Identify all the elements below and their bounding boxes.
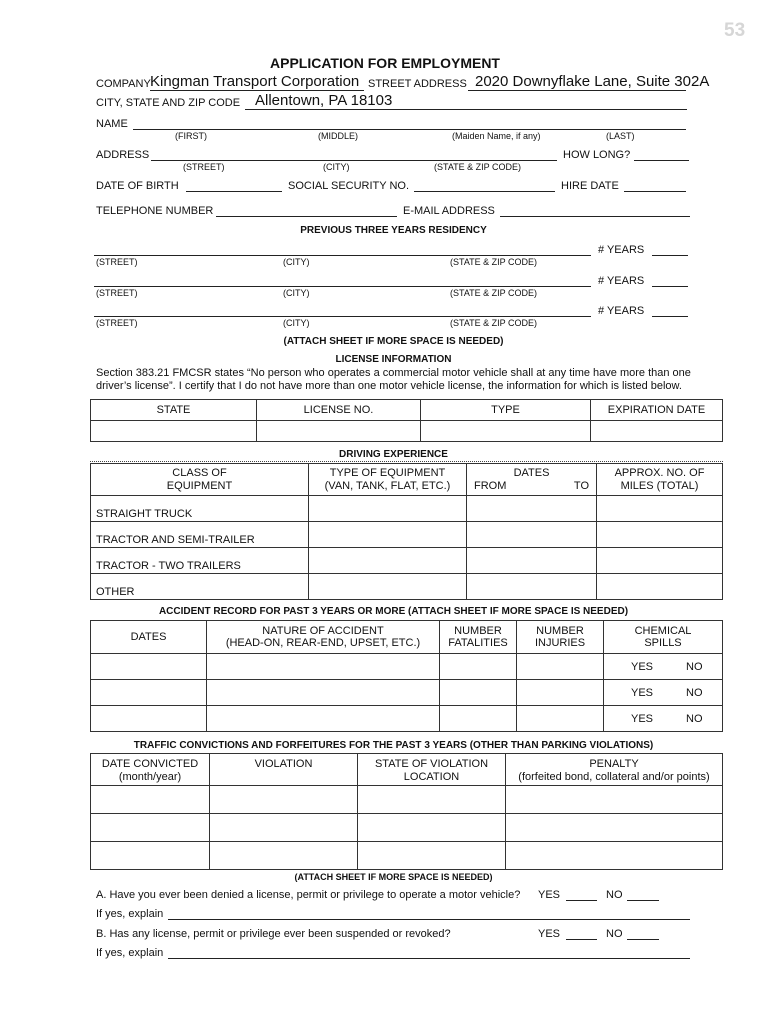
accident-nature-cell[interactable] [207,680,440,706]
driving-col-class-line2: EQUIPMENT [166,479,233,492]
company-label: COMPANY [96,78,151,90]
question-a-yes-line[interactable] [566,900,597,901]
driving-type-cell[interactable] [309,548,467,574]
accident-col-dates: DATES [91,621,207,654]
driving-col-class-line1: CLASS OF [172,466,227,479]
traffic-col-state-line2: LOCATION [403,771,460,783]
accident-col-fatalities-line2: FATALITIES [448,637,508,649]
residency-years-label-2: # YEARS [598,275,645,287]
question-b: B. Has any license, permit or privilege ever been suspended or revoked? [96,928,451,940]
residency-line-2[interactable] [94,286,591,287]
question-b-no-line[interactable] [627,939,659,940]
dob-line[interactable] [186,191,282,192]
traffic-violation-cell[interactable] [210,814,358,842]
driving-col-class [91,464,309,496]
traffic-col-penalty-line2: (forfeited bond, collateral and/or points) [518,771,710,783]
question-b-explain-label: If yes, explain [96,947,164,959]
spills-no-option[interactable]: NO [686,660,703,673]
hire-date-label: HIRE DATE [561,180,619,192]
name-middle-caption: (MIDDLE) [318,131,358,141]
accident-col-nature-line2: (HEAD-ON, REAR-END, UPSET, ETC.) [225,637,421,649]
residency-years-line-2[interactable] [652,286,688,287]
address-state-caption: (STATE & ZIP CODE) [434,162,522,172]
driving-dates-cell[interactable] [467,574,597,600]
accident-col-nature [207,621,440,654]
license-col-state: STATE [91,400,257,421]
question-b-no-label: NO [606,928,623,940]
accident-col-injuries-line1: NUMBER [536,625,584,637]
traffic-date-cell[interactable] [91,842,210,870]
residency-city-caption-3: (CITY) [283,318,310,328]
driving-row-label: OTHER [91,574,309,600]
license-number-cell[interactable] [257,421,421,442]
traffic-state-cell[interactable] [358,786,506,814]
traffic-col-date [91,754,210,786]
question-a: A. Have you ever been denied a license, permit or privilege to operate a motor vehicle? [96,889,521,901]
spills-yes-option[interactable]: YES [631,660,654,673]
traffic-state-cell[interactable] [358,814,506,842]
accident-col-spills-line2: SPILLS [644,637,682,649]
license-col-expiration: EXPIRATION DATE [591,400,723,421]
name-last-caption: (LAST) [606,131,635,141]
license-text-1: Section 383.21 FMCSR states “No person who operates a commercial motor vehicle shall at any time have more than one [96,367,691,379]
traffic-col-state-line1: STATE OF VIOLATION [374,758,489,770]
accident-date-cell[interactable] [91,654,207,680]
traffic-col-penalty [506,754,723,786]
license-col-type: TYPE [421,400,591,421]
hire-date-line[interactable] [624,191,686,192]
accident-spills-cell[interactable] [604,680,723,706]
driving-col-miles-line1: APPROX. NO. OF [614,466,705,479]
address-line[interactable] [151,160,557,161]
driving-type-cell[interactable] [309,496,467,522]
license-heading: LICENSE INFORMATION [335,354,452,365]
driving-heading: DRIVING EXPERIENCE [339,449,448,460]
residency-line-3[interactable] [94,316,591,317]
question-a-explain-label: If yes, explain [96,908,164,920]
driving-col-dates-to: TO [573,479,589,492]
driving-col-type-line1: TYPE OF EQUIPMENT [329,466,446,479]
driving-type-cell[interactable] [309,522,467,548]
accident-col-fatalities [440,621,517,654]
license-state-cell[interactable] [91,421,257,442]
driving-miles-cell[interactable] [597,522,723,548]
email-line[interactable] [500,216,690,217]
accident-heading: ACCIDENT RECORD FOR PAST 3 YEARS OR MORE (ATTACH SHEET IF MORE SPACE IS NEEDED) [158,606,629,617]
traffic-col-date-line1: DATE CONVICTED [101,758,199,770]
accident-date-cell[interactable] [91,706,207,732]
city-state-zip-label: CITY, STATE AND ZIP CODE [96,97,241,109]
driving-row-label: TRACTOR - TWO TRAILERS [91,548,309,574]
traffic-col-penalty-line1: PENALTY [589,758,639,770]
ssn-label: SOCIAL SECURITY NO. [288,180,410,192]
accident-injuries-cell[interactable] [517,680,604,706]
street-address-line [468,90,686,91]
form-title: APPLICATION FOR EMPLOYMENT [270,55,500,71]
traffic-violation-cell[interactable] [210,842,358,870]
residency-state-caption-2: (STATE & ZIP CODE) [450,288,538,298]
accident-fatalities-cell[interactable] [440,680,517,706]
traffic-col-date-line2: (month/year) [118,771,182,783]
address-street-caption: (STREET) [183,162,225,172]
accident-injuries-cell[interactable] [517,706,604,732]
license-text-2: driver’s license”. I certify that I do not have more than one motor vehicle license, the information for which is listed below. [96,380,682,392]
accident-col-nature-line1: NATURE OF ACCIDENT [262,625,384,637]
how-long-label: HOW LONG? [563,149,631,161]
driving-miles-cell[interactable] [597,548,723,574]
accident-fatalities-cell[interactable] [440,706,517,732]
accident-table [90,620,723,732]
residency-city-caption-1: (CITY) [283,257,310,267]
city-state-zip-value[interactable]: Allentown, PA 18103 [255,92,393,109]
driving-col-type-line2: (VAN, TANK, FLAT, ETC.) [324,479,451,492]
residency-line-1[interactable] [94,255,591,256]
name-maiden-caption: (Maiden Name, if any) [452,131,541,141]
driving-col-dates [467,464,597,496]
residency-city-caption-2: (CITY) [283,288,310,298]
residency-state-caption-3: (STATE & ZIP CODE) [450,318,538,328]
accident-col-spills-line1: CHEMICAL [634,625,692,637]
dob-label: DATE OF BIRTH [96,180,179,192]
residency-heading: PREVIOUS THREE YEARS RESIDENCY [300,225,487,236]
residency-years-label-1: # YEARS [598,244,645,256]
driving-table [90,463,723,600]
license-table [90,399,723,442]
page-number: 53 [724,20,746,41]
driving-col-dates-from: FROM [474,479,507,492]
accident-col-fatalities-line1: NUMBER [454,625,502,637]
residency-attach-note: (ATTACH SHEET IF MORE SPACE IS NEEDED) [283,336,504,347]
question-a-yes-label: YES [538,889,561,901]
traffic-violation-cell[interactable] [210,786,358,814]
traffic-col-violation: VIOLATION [210,754,358,786]
traffic-date-cell[interactable] [91,786,210,814]
traffic-penalty-cell[interactable] [506,842,723,870]
ssn-line[interactable] [414,191,555,192]
license-col-number: LICENSE NO. [257,400,421,421]
driving-miles-cell[interactable] [597,574,723,600]
question-a-no-label: NO [606,889,623,901]
address-city-caption: (CITY) [323,162,350,172]
question-b-yes-line[interactable] [566,939,597,940]
traffic-date-cell[interactable] [91,814,210,842]
license-type-cell[interactable] [421,421,591,442]
accident-col-injuries [517,621,604,654]
accident-col-spills [604,621,723,654]
driving-top-rule [90,461,723,462]
driving-miles-cell[interactable] [597,496,723,522]
company-line [150,90,364,91]
residency-years-line-1[interactable] [652,255,688,256]
telephone-line[interactable] [216,216,397,217]
accident-date-cell[interactable] [91,680,207,706]
question-b-explain-line[interactable] [168,958,690,959]
residency-street-caption-3: (STREET) [96,318,138,328]
traffic-col-state [358,754,506,786]
spills-no-option[interactable]: NO [686,686,703,699]
driving-col-dates-title: DATES [513,466,550,479]
accident-injuries-cell[interactable] [517,654,604,680]
email-label: E-MAIL ADDRESS [403,205,495,217]
name-label: NAME [96,118,128,130]
traffic-heading: TRAFFIC CONVICTIONS AND FORFEITURES FOR THE PAST 3 YEARS (OTHER THAN PARKING VIOLATIONS) [133,740,654,751]
traffic-state-cell[interactable] [358,842,506,870]
driving-dates-cell[interactable] [467,522,597,548]
spills-yes-option[interactable]: YES [631,686,654,699]
street-address-value[interactable]: 2020 Downyflake Lane, Suite 302A [475,73,710,90]
traffic-table [90,753,723,870]
driving-row-label: STRAIGHT TRUCK [91,496,309,522]
city-state-zip-line [245,109,687,110]
question-a-no-line[interactable] [627,900,659,901]
accident-spills-cell[interactable] [604,706,723,732]
spills-yes-option[interactable]: YES [631,712,654,725]
residency-years-label-3: # YEARS [598,305,645,317]
address-label: ADDRESS [96,149,150,161]
telephone-label: TELEPHONE NUMBER [96,205,214,217]
accident-col-injuries-line2: INJURIES [534,637,586,649]
driving-dates-cell[interactable] [467,496,597,522]
street-address-label: STREET ADDRESS [368,78,467,90]
driving-type-cell[interactable] [309,574,467,600]
residency-street-caption-1: (STREET) [96,257,138,267]
accident-fatalities-cell[interactable] [440,654,517,680]
driving-row-label: TRACTOR AND SEMI-TRAILER [91,522,309,548]
name-line[interactable] [133,129,686,130]
question-b-yes-label: YES [538,928,561,940]
company-value[interactable]: Kingman Transport Corporation [150,73,360,90]
license-expiration-cell[interactable] [591,421,723,442]
driving-dates-cell[interactable] [467,548,597,574]
traffic-attach-note: (ATTACH SHEET IF MORE SPACE IS NEEDED) [294,872,493,882]
accident-nature-cell[interactable] [207,706,440,732]
residency-state-caption-1: (STATE & ZIP CODE) [450,257,538,267]
driving-col-miles-line2: MILES (TOTAL) [620,479,699,492]
residency-years-line-3[interactable] [652,316,688,317]
driving-col-type [309,464,467,496]
residency-street-caption-2: (STREET) [96,288,138,298]
traffic-penalty-cell[interactable] [506,786,723,814]
accident-spills-cell[interactable] [604,654,723,680]
driving-col-miles [597,464,723,496]
question-a-explain-line[interactable] [168,919,690,920]
spills-no-option[interactable]: NO [686,712,703,725]
traffic-penalty-cell[interactable] [506,814,723,842]
how-long-line[interactable] [634,160,689,161]
accident-nature-cell[interactable] [207,654,440,680]
name-first-caption: (FIRST) [175,131,207,141]
